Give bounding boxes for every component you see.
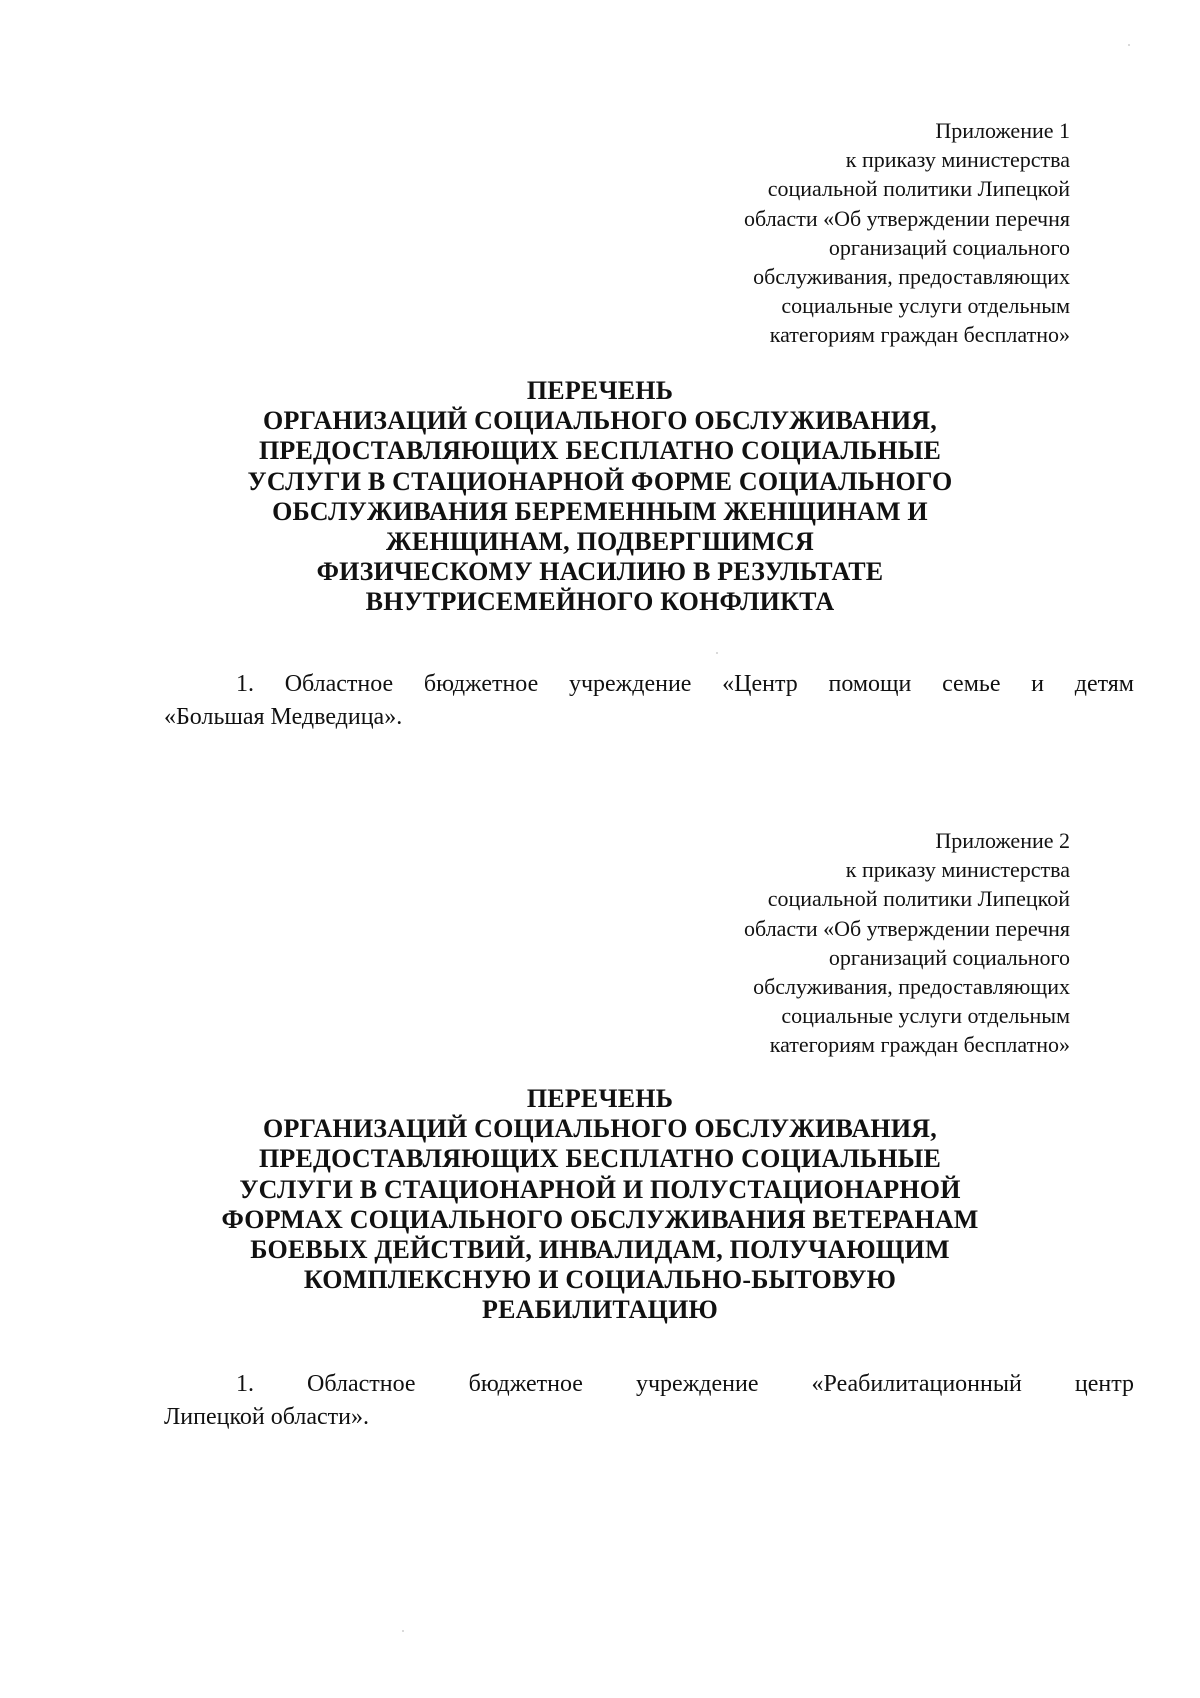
list-1-title-line: ОБСЛУЖИВАНИЯ БЕРЕМЕННЫМ ЖЕНЩИНАМ И <box>272 496 928 526</box>
list-2-item-1-line-2: Липецкой области». <box>164 1404 369 1430</box>
appendix-1-line: обслуживания, предоставляющих <box>753 264 1070 290</box>
appendix-2-line: Приложение 2 <box>935 828 1070 853</box>
scan-speck <box>716 652 718 654</box>
appendix-1-line: категориям граждан бесплатно» <box>769 322 1070 348</box>
list-2-item-1 <box>164 1368 1134 1434</box>
appendix-1-line: Приложение 1 <box>935 118 1070 143</box>
list-1-title-line: ОРГАНИЗАЦИЙ СОЦИАЛЬНОГО ОБСЛУЖИВАНИЯ, <box>263 406 937 436</box>
appendix-2-line: обслуживания, предоставляющих <box>753 974 1070 1000</box>
appendix-2-line: области «Об утверждении перечня <box>744 915 1070 941</box>
appendix-1-line: социальной политики Липецкой <box>767 176 1070 202</box>
list-2-title-line: ПРЕДОСТАВЛЯЮЩИХ БЕСПЛАТНО СОЦИАЛЬНЫЕ <box>258 1144 942 1174</box>
scan-speck <box>1128 44 1130 46</box>
appendix-1-line: организаций социального <box>828 234 1070 260</box>
list-2-item-1-line-1: 1. Областное бюджетное учреждение «Реабилитационный центр <box>236 1371 1134 1397</box>
list-1-title <box>0 376 1200 618</box>
list-2-title-line: ОРГАНИЗАЦИЙ СОЦИАЛЬНОГО ОБСЛУЖИВАНИЯ, <box>263 1114 937 1144</box>
list-1-item-1 <box>164 668 1134 734</box>
list-2-title-line: ФОРМАХ СОЦИАЛЬНОГО ОБСЛУЖИВАНИЯ ВЕТЕРАНАМ <box>221 1204 979 1234</box>
appendix-2-line: к приказу министерства <box>845 857 1070 883</box>
appendix-2-header <box>744 826 1070 1060</box>
list-1-item-1-line-2: «Большая Медведица». <box>164 704 403 730</box>
list-1-title-line: ВНУТРИСЕМЕЙНОГО КОНФЛИКТА <box>365 587 835 617</box>
list-2-title-line: БОЕВЫХ ДЕЙСТВИЙ, ИНВАЛИДАМ, ПОЛУЧАЮЩИМ <box>250 1235 950 1265</box>
appendix-1-header <box>744 116 1070 350</box>
appendix-2-line: социальной политики Липецкой <box>767 886 1070 912</box>
appendix-1-line: области «Об утверждении перечня <box>744 205 1070 231</box>
list-2-title-line: РЕАБИЛИТАЦИЮ <box>482 1295 718 1325</box>
appendix-1-line: к приказу министерства <box>845 147 1070 173</box>
scan-speck <box>402 1630 404 1632</box>
list-2-title-line: КОМПЛЕКСНУЮ И СОЦИАЛЬНО-БЫТОВУЮ <box>303 1265 897 1295</box>
list-1-title-line: ФИЗИЧЕСКОМУ НАСИЛИЮ В РЕЗУЛЬТАТЕ <box>316 557 884 587</box>
list-1-title-line: ПЕРЕЧЕНЬ <box>526 376 674 405</box>
appendix-2-line: организаций социального <box>828 944 1070 970</box>
list-2-title <box>0 1084 1200 1326</box>
list-1-title-line: ПРЕДОСТАВЛЯЮЩИХ БЕСПЛАТНО СОЦИАЛЬНЫЕ <box>258 436 942 466</box>
list-2-title-line: ПЕРЕЧЕНЬ <box>526 1084 674 1113</box>
list-1-title-line: УСЛУГИ В СТАЦИОНАРНОЙ ФОРМЕ СОЦИАЛЬНОГО <box>247 466 953 496</box>
appendix-1-line: социальные услуги отдельным <box>781 293 1070 319</box>
appendix-2-line: социальные услуги отдельным <box>781 1003 1070 1029</box>
list-1-title-line: ЖЕНЩИНАМ, ПОДВЕРГШИМСЯ <box>385 527 814 557</box>
appendix-2-line: категориям граждан бесплатно» <box>769 1032 1070 1058</box>
list-2-title-line: УСЛУГИ В СТАЦИОНАРНОЙ И ПОЛУСТАЦИОНАРНОЙ <box>239 1174 961 1204</box>
list-1-item-1-line-1: 1. Областное бюджетное учреждение «Центр помощи семье и детям <box>236 671 1134 697</box>
